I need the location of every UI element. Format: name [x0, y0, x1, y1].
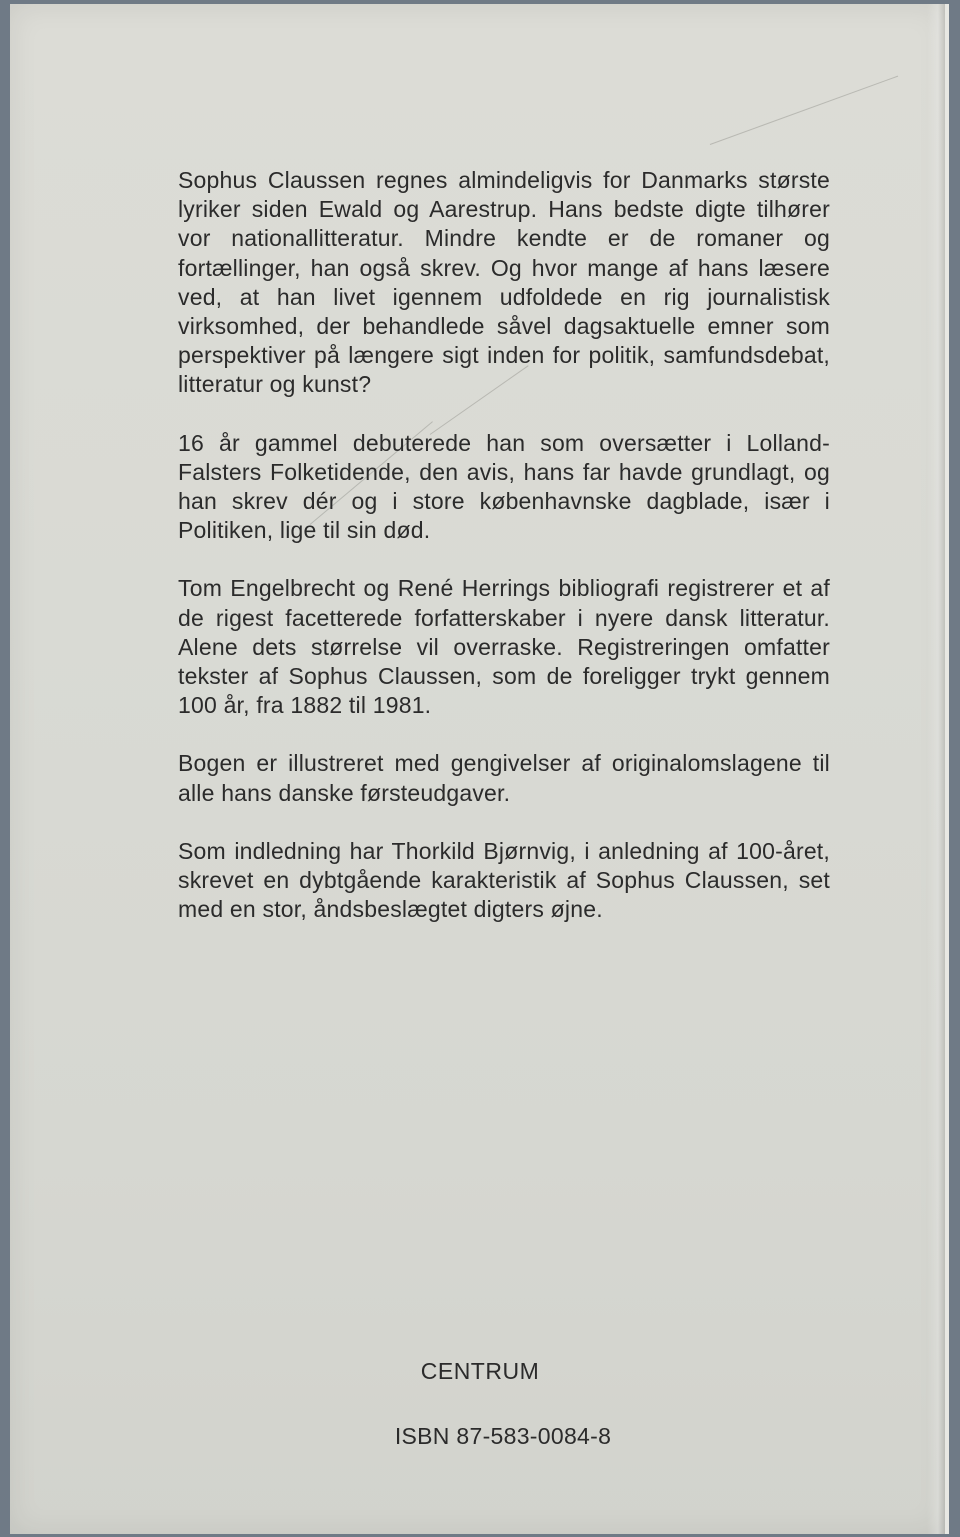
blurb-text: [178, 166, 830, 953]
blurb-paragraph: 16 år gammel debuterede han som oversætter i Lolland-Falsters Folketidende, den avis, hans far havde grundlagt, og han skrev dér og i store københavnske dagblade, især i Politiken, lige til sin død.: [178, 429, 830, 544]
isbn-number: ISBN 87-583-0084-8: [394, 1423, 612, 1449]
blurb-paragraph: Tom Engelbrecht og René Herrings bibliografi registrerer et af de rigest facetterede forfatterskaber i nyere dansk litteratur. Alene dets størrelse vil overraske. Registreringen omfatter tekster af Sophus Claussen, som de foreligger trykt gennem 100 år, fra 1882 til 1981.: [178, 575, 830, 719]
cover-crease: [710, 76, 898, 145]
cover-edge: [927, 4, 945, 1534]
blurb-paragraph: Bogen er illustreret med gengivelser af originalomslagene til alle hans danske førsteudgaver.: [178, 750, 830, 806]
publisher-name: CENTRUM: [420, 1358, 540, 1384]
blurb-paragraph: Som indledning har Thorkild Bjørnvig, i anledning af 100-året, skrevet en dybtgående karakteristik af Sophus Claussen, set med en stor, åndsbeslægtet digters øjne.: [178, 837, 830, 923]
blurb-paragraph: Sophus Claussen regnes almindeligvis for Danmarks største lyriker siden Ewald og Aarestrup. Hans bedste digte tilhører vor nationallitteratur. Mindre kendte er de romaner og fortællinger, han også skrev. Og hvor mange af hans læsere ved, at han livet igennem udfoldede en rig journalistisk virksomhed, der behandlede såvel dagsaktuelle emner som perspektiver på længere sigt inden for politik, samfundsdebat, litteratur og kunst?: [178, 167, 830, 398]
